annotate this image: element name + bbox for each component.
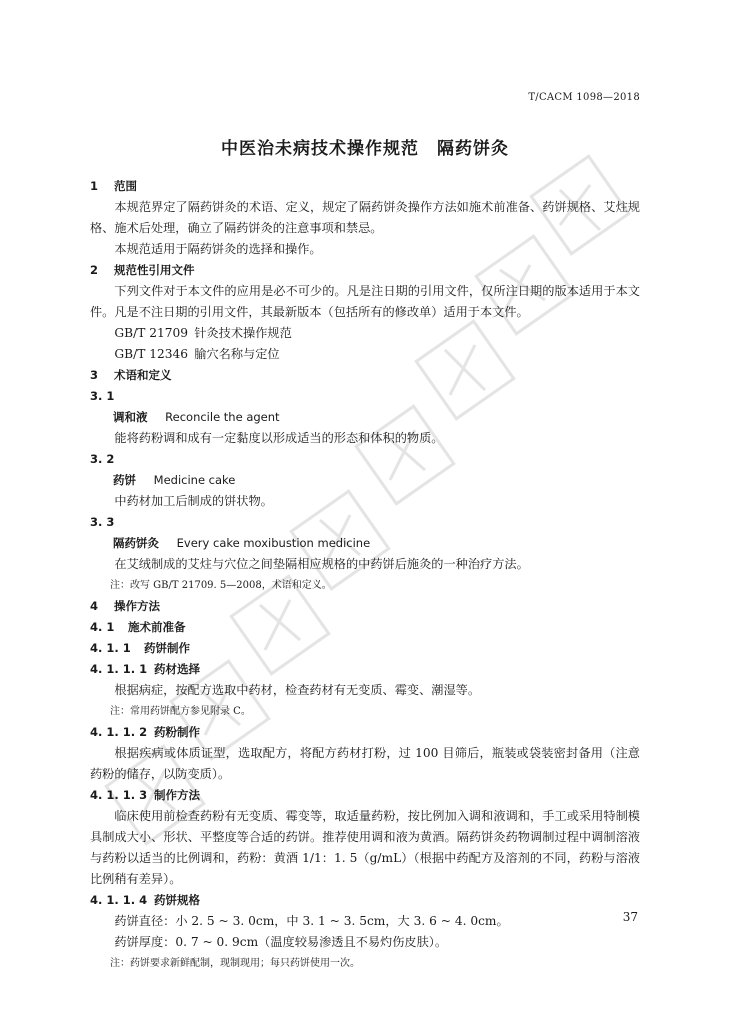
paragraph: 根据疾病或体质证型，选取配方，将配方药材打粉，过 100 目筛后，瓶装或袋装密封备用（注意药粉的储存，以防变质）。 (90, 746, 640, 781)
term-english: Reconcile the agent (165, 410, 280, 424)
section-number: 4 (90, 599, 99, 613)
section-title: 范围 (114, 179, 138, 193)
section-title: 术语和定义 (114, 368, 172, 382)
term-number: 3. 1 (90, 389, 115, 403)
term-entry (90, 407, 640, 428)
term-chinese: 隔药饼灸 (113, 536, 159, 550)
paragraph: 根据病症，按配方选取中药材，检查药材有无变质、霉变、潮湿等。 (114, 683, 481, 697)
paragraph: 药饼直径：小 2. 5 ~ 3. 0cm，中 3. 1 ~ 3. 5cm，大 3. 6 ~ 4. 0cm。 (114, 914, 509, 928)
paragraph: 本规范适用于隔药饼灸的选择和操作。 (114, 242, 322, 256)
reference-item (90, 344, 640, 365)
section-number: 1 (90, 179, 99, 193)
section-title: 操作方法 (114, 599, 161, 613)
subsection-heading (90, 617, 640, 638)
term-definition: 中药材加工后制成的饼状物。 (114, 494, 273, 508)
section-number: 2 (90, 263, 99, 277)
reference-code: GB/T 12346 (114, 347, 188, 361)
section-number: 4. 1. 1 (90, 641, 131, 655)
section-number: 4. 1. 1. 4 (90, 893, 148, 907)
subsection-heading (90, 659, 640, 680)
page-number: 37 (622, 910, 638, 924)
term-entry (90, 470, 640, 491)
reference-name: 腧穴名称与定位 (194, 347, 280, 361)
term-number: 3. 2 (90, 452, 115, 466)
section-heading-2 (90, 260, 640, 281)
section-title: 制作方法 (154, 788, 201, 802)
section-title: 药饼规格 (154, 893, 201, 907)
reference-item (90, 323, 640, 344)
section-number: 4. 1. 1. 2 (90, 725, 148, 739)
term-chinese: 药饼 (113, 473, 136, 487)
section-heading-1 (90, 176, 640, 197)
section-title: 规范性引用文件 (114, 263, 195, 277)
section-number: 3 (90, 368, 99, 382)
page-title: 中医治未病技术操作规范 隔药饼灸 (221, 139, 509, 159)
section-title: 药饼制作 (144, 641, 191, 655)
reference-code: GB/T 21709 (114, 326, 188, 340)
document-body (90, 176, 640, 974)
note: 注：改写 GB/T 21709. 5—2008，术语和定义。 (110, 580, 332, 591)
section-heading-3 (90, 365, 640, 386)
term-number: 3. 3 (90, 515, 115, 529)
term-definition: 能将药粉调和成有一定黏度以形成适当的形态和体积的物质。 (114, 431, 444, 445)
section-number: 4. 1 (90, 620, 115, 634)
section-number: 4. 1. 1. 1 (90, 662, 148, 676)
section-heading-4 (90, 596, 640, 617)
term-entry (90, 533, 640, 554)
paragraph: 下列文件对于本文件的应用是必不可少的。凡是注日期的引用文件，仅所注日期的版本适用于本文件。凡是不注日期的引用文件，其最新版本（包括所有的修改单）适用于本文件。 (90, 284, 640, 319)
note: 注：常用药饼配方参见附录 C。 (110, 706, 251, 717)
reference-name: 针灸技术操作规范 (194, 326, 292, 340)
paragraph: 临床使用前检查药粉有无变质、霉变等，取适量药粉，按比例加入调和液调和，手工或采用特制模具制成大小、形状、平整度等合适的药饼。推荐使用调和液为黄酒。隔药饼灸药物调制过程中调制溶液与药粉以适当的比例调和，药粉：黄酒 1/1：1. 5（g/mL）（根据中药配方及溶剂的不同，药粉与溶液比例稍有差异）。 (90, 809, 640, 886)
section-title: 施术前准备 (128, 620, 186, 634)
paragraph: 药饼厚度：0. 7 ~ 0. 9cm（温度较易渗透且不易灼伤皮肤）。 (114, 935, 448, 949)
subsection-heading (90, 785, 640, 806)
section-number: 4. 1. 1. 3 (90, 788, 148, 802)
paragraph: 本规范界定了隔药饼灸的术语、定义，规定了隔药饼灸操作方法如施术前准备、药饼规格、艾炷规格、施术后处理，确立了隔药饼灸的注意事项和禁忌。 (90, 200, 640, 235)
section-title: 药材选择 (154, 662, 201, 676)
subsection-heading (90, 890, 640, 911)
term-chinese: 调和液 (113, 410, 148, 424)
standard-number: T/CACM 1098—2018 (528, 92, 640, 103)
subsection-heading (90, 722, 640, 743)
term-english: Medicine cake (153, 473, 236, 487)
section-title: 药粉制作 (154, 725, 201, 739)
subsection-heading (90, 638, 640, 659)
term-definition: 在艾绒制成的艾炷与穴位之间垫隔相应规格的中药饼后施灸的一种治疗方法。 (114, 557, 529, 571)
note: 注：药饼要求新鲜配制，现制现用；每只药饼使用一次。 (110, 958, 360, 969)
term-english: Every cake moxibustion medicine (176, 536, 371, 550)
